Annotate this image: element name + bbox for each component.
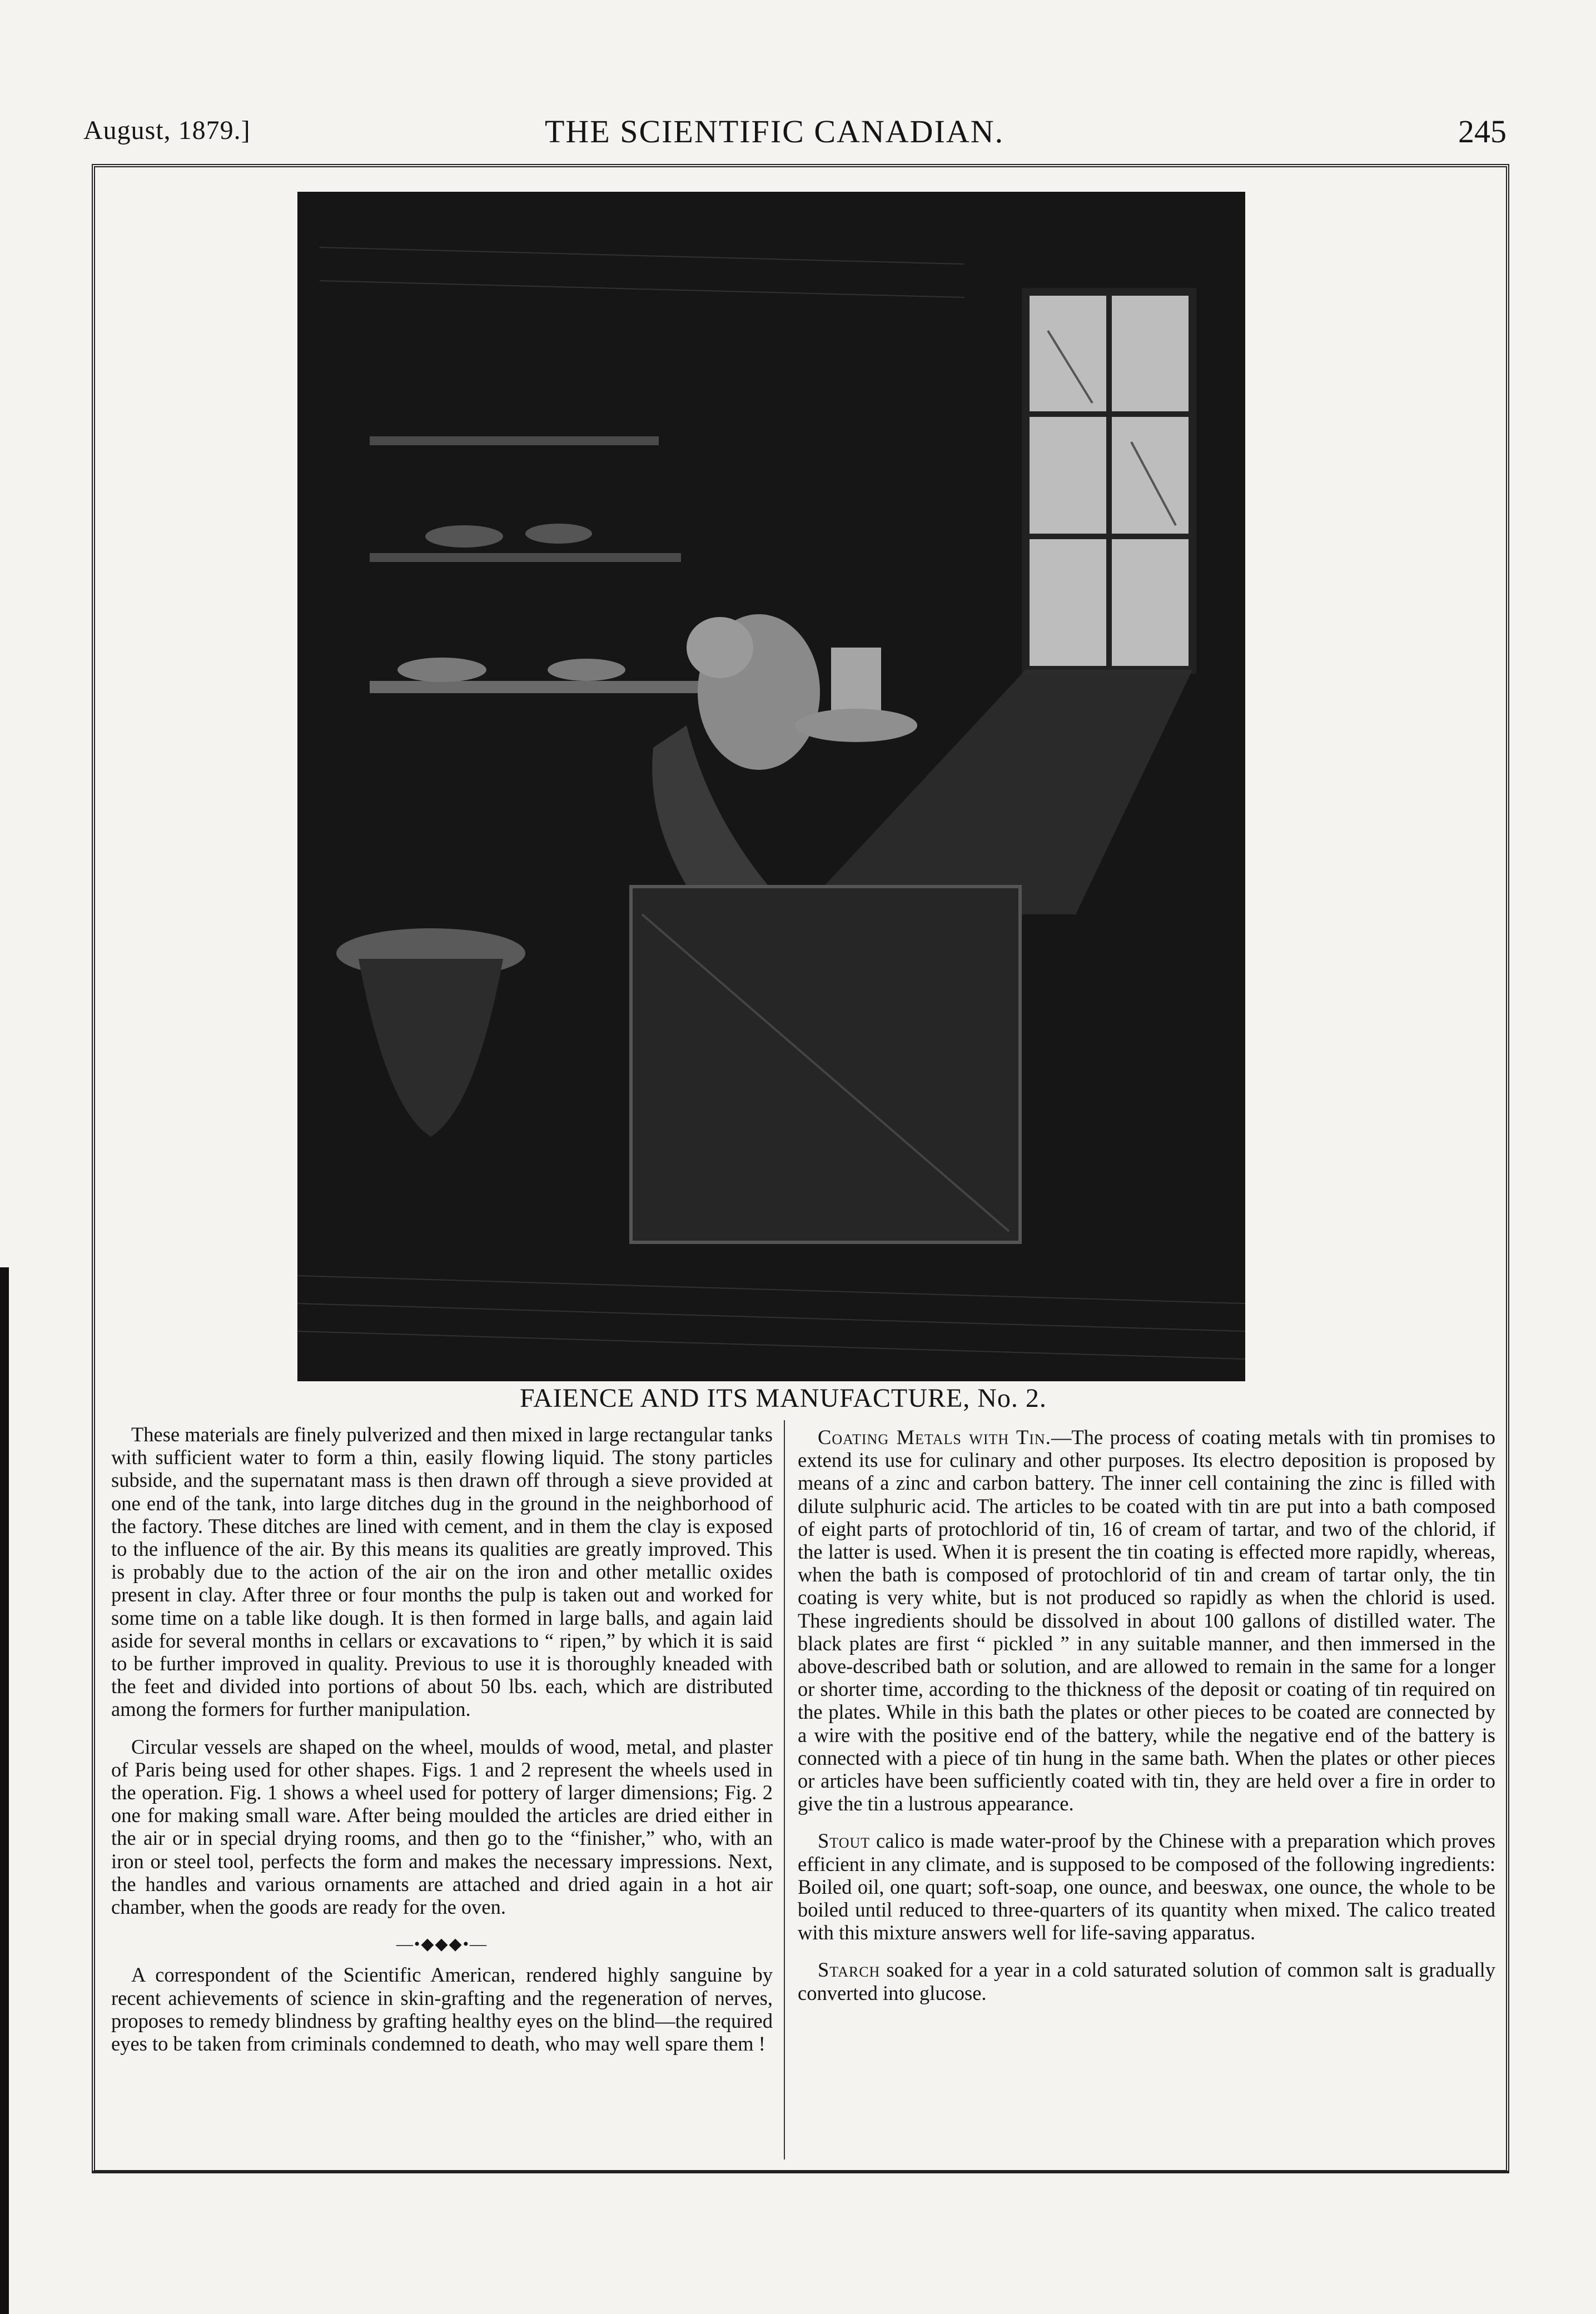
starch-text: soaked for a year in a cold saturated solution of common salt is gradually converted into glucose. [798,1958,1495,2004]
illustration-caption: FAIENCE AND ITS MANUFACTURE, No. 2. [520,1384,1047,1413]
bottom-rule [92,2171,1509,2172]
journal-title: THE SCIENTIFIC CANADIAN. [545,113,1005,150]
workshop-window [1026,292,1192,670]
page-header [83,108,1506,153]
calico-paragraph [798,1829,1495,1944]
starch-lead: Starch [818,1958,881,1982]
section-separator: —•◆◆◆•— [396,1935,488,1954]
correspondent-paragraph: A correspondent of the Scientific American, rendered highly sanguine by recent achievements of science in skin-grafting and the regeneration of nerves, proposes to remedy blindness by grafting healthy eyes on the blind—the required eyes to be taken from criminals condemned to death, who may well spare them ! [111,1963,773,2056]
starch-paragraph [798,1958,1495,2004]
potter-workshop-engraving [297,192,1245,1381]
issue-date: August, 1879.] [83,116,251,145]
coating-metals-text: —The process of coating metals with tin promises to extend its use for culinary and other purposes. Its electro deposition is proposed by means of a zinc and carbon battery. The inner cell containing the zinc is filled with dilute sulphuric acid. The articles to be coated with tin are put into a bath composed of eight parts of protochlorid of tin, 16 of cream of tartar, and two of the chlorid, if the latter is used. When it is present the tin coating is effected more rapidly, whereas, when the bath is composed of protochlorid of tin and cream of tartar only, the tin coating is very white, but is not produced so rapidly as when the chlorid is used. These ingredients should be dissolved in about 100 gallons of distilled water. The black plates are first “ pickled ” in any suitable manner, and then immersed in the above-described bath or solution, and are allowed to remain in the same for a longer or shorter time, according to the thickness of the deposit or coating of tin required on the plates. While in this bath the plates or other pieces to be coated are connected by a wire with the positive end of the battery, while the negative end of the battery is connected with a piece of tin hung in the same bath. When the plates or other pieces or articles have been sufficiently coated with tin, they are held over a fire in order to give the tin a lustrous appearance. [798,1426,1496,1815]
right-column [798,1426,1495,2019]
faience-paragraph-2: Circular vessels are shaped on the wheel, moulds of wood, metal, and plaster of Paris being used for other shapes. Figs. 1 and 2 represent the wheels used in the operation. Fig. 1 shows a wheel used for pottery of larger dimensions; Fig. 2 one for making small ware. After being moulded the articles are dried either in the air or in special drying rooms, and then go to the “finisher,” who, with an iron or steel tool, perfects the form and makes the necessary impressions. Next, the handles and various ornaments are attached and dried again in a hot air chamber, when the goods are ready for the oven. [111,1735,773,1919]
calico-lead: Stout [818,1829,871,1853]
engraving-illustration [297,192,1245,1381]
left-column [111,1423,773,2069]
faience-paragraph-1: These materials are finely pulverized and then mixed in large rectangular tanks with sufficient water to form a thin, easily flowing liquid. The stony particles subside, and the supernatant mass is then drawn off through a sieve provided at one end of the tank, into large ditches dug in the ground in the neighborhood of the factory. These ditches are lined with cement, and in them the clay is exposed to the influence of the air. By this means its qualities are greatly improved. This is probably due to the action of the air on the iron and other metallic oxides present in clay. After three or four months the pulp is taken out and worked for some time on a table like dough. It is then formed in large balls, and again laid aside for several months in cellars or excavations to “ ripen,” by which it is said to be further improved in quality. Previous to use it is thoroughly kneaded with the feet and divided into portions of about 50 lbs. each, which are distributed among the formers for further manipulation. [111,1423,773,1721]
column-divider [784,1420,785,2159]
coating-metals-heading: Coating Metals with Tin. [818,1426,1051,1449]
page-number: 245 [1458,113,1506,150]
scan-edge [0,1267,9,2314]
coating-metals-paragraph [798,1426,1495,1815]
calico-text: calico is made water-proof by the Chinese with a preparation which proves efficient in any climate, and is supposed to be composed of the following ingredients: Boiled oil, one quart; soft-soap, one ounce, and beeswax, one ounce, the whole to be boiled until reduced to three-quarters of its quantity when mixed. The calico treated with this mixture answers well for life-saving apparatus. [798,1829,1495,1944]
